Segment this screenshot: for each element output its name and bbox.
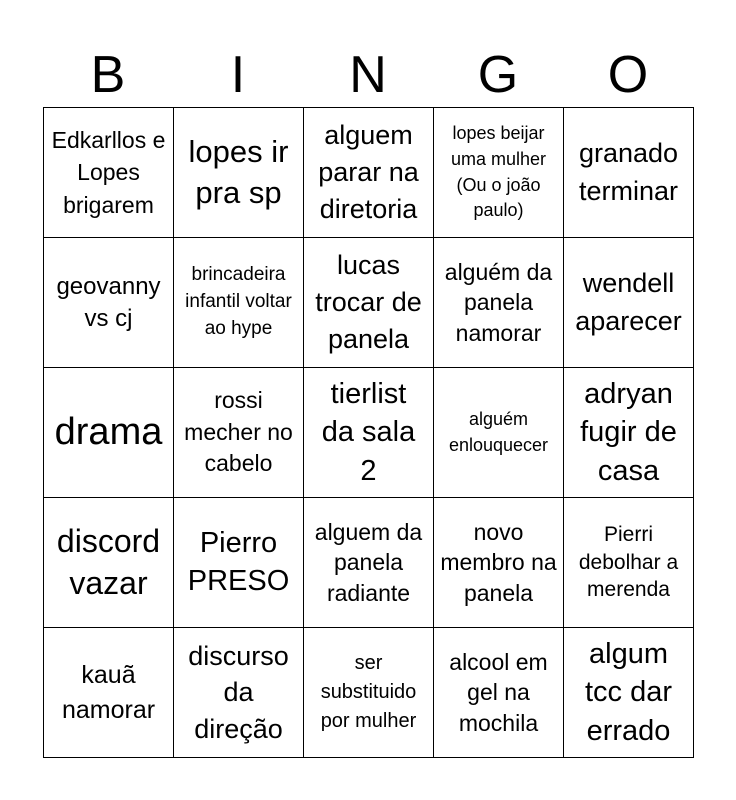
- cell-text: brincadeira infantil voltar ao hype: [185, 264, 292, 339]
- bingo-cell[interactable]: [44, 108, 174, 238]
- cell-text: alguem da panela radiante: [314, 518, 423, 606]
- cell-text: rossi mecher no cabelo: [184, 386, 293, 477]
- cell-text: discurso da direção: [188, 640, 289, 744]
- bingo-cell[interactable]: [174, 238, 304, 368]
- cell-text: alguem parar na diretoria: [318, 119, 419, 225]
- cell-text: lucas trocar de panela: [315, 249, 422, 355]
- cell-text: wendell aparecer: [575, 268, 682, 336]
- cell-text: alguém da panela namorar: [444, 258, 553, 346]
- cell-text: adryan fugir de casa: [580, 377, 677, 487]
- cell-text: novo membro na panela: [440, 518, 557, 606]
- bingo-cell[interactable]: [564, 498, 694, 628]
- bingo-cell[interactable]: [434, 108, 564, 238]
- cell-text: alguém enlouquecer: [448, 408, 549, 455]
- cell-text: algum tcc dar errado: [584, 637, 673, 747]
- cell-text: geovanny vs cj: [56, 272, 161, 332]
- cell-text: lopes ir pra sp: [188, 134, 289, 210]
- bingo-cell[interactable]: [174, 108, 304, 238]
- bingo-cell[interactable]: [564, 108, 694, 238]
- header-letter-g: G: [477, 46, 519, 104]
- bingo-cell[interactable]: [44, 238, 174, 368]
- bingo-cell[interactable]: [304, 498, 434, 628]
- bingo-cell[interactable]: [44, 368, 174, 498]
- cell-text: Edkarllos e Lopes brigarem: [51, 127, 166, 218]
- bingo-header: [43, 44, 693, 106]
- cell-text: kauã namorar: [61, 660, 156, 724]
- cell-text: discord vazar: [56, 522, 161, 601]
- cell-text: tierlist da sala 2: [321, 377, 416, 487]
- header-letter-o: O: [607, 46, 649, 104]
- cell-text: granado terminar: [578, 138, 679, 206]
- cell-text: alcool em gel na mochila: [449, 648, 548, 736]
- bingo-cell[interactable]: [44, 498, 174, 628]
- bingo-cell[interactable]: [434, 628, 564, 758]
- bingo-cell[interactable]: [174, 628, 304, 758]
- bingo-cell[interactable]: [564, 368, 694, 498]
- cell-text: Pierro PRESO: [187, 526, 290, 597]
- cell-text: lopes beijar uma mulher (Ou o joão paulo): [450, 123, 547, 221]
- bingo-cell[interactable]: [434, 238, 564, 368]
- bingo-cell[interactable]: [564, 238, 694, 368]
- bingo-cell[interactable]: [174, 368, 304, 498]
- bingo-cell[interactable]: [304, 368, 434, 498]
- bingo-cell[interactable]: [304, 108, 434, 238]
- header-letter-b: B: [90, 46, 126, 104]
- bingo-cell[interactable]: [304, 628, 434, 758]
- bingo-cell[interactable]: [564, 628, 694, 758]
- bingo-board: [43, 107, 694, 758]
- bingo-cell[interactable]: [304, 238, 434, 368]
- cell-text: drama: [54, 410, 163, 453]
- bingo-cell[interactable]: [434, 498, 564, 628]
- bingo-cell[interactable]: [434, 368, 564, 498]
- cell-text: ser substituido por mulher: [320, 652, 417, 732]
- cell-text: Pierri debolhar a merenda: [578, 522, 679, 602]
- header-letter-i: I: [230, 46, 246, 104]
- header-letter-n: N: [349, 46, 387, 104]
- bingo-cell[interactable]: [174, 498, 304, 628]
- bingo-cell[interactable]: [44, 628, 174, 758]
